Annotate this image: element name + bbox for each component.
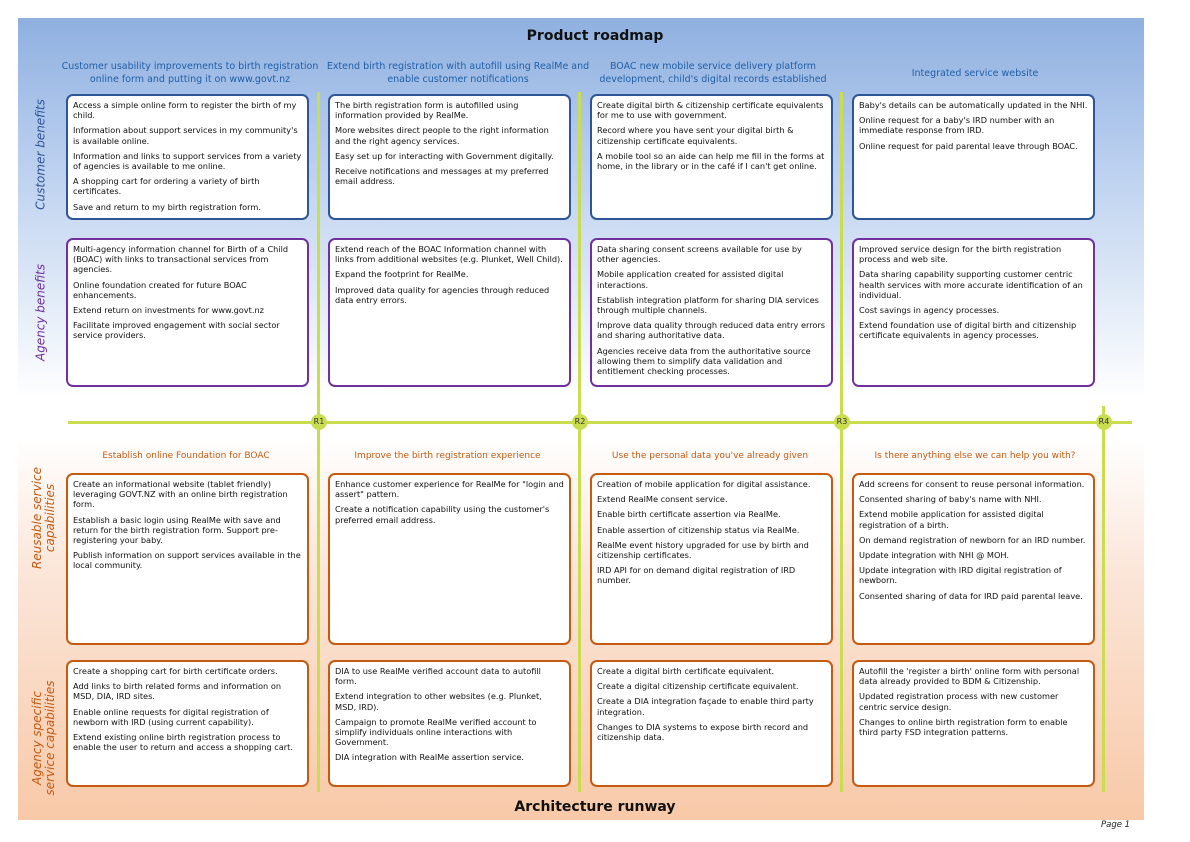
reusable-label-line-1: Reusable service bbox=[30, 466, 44, 570]
box-item: Data sharing capability supporting customer centric health services with more accurate identification of an individual. bbox=[859, 269, 1083, 300]
box-item: Online request for paid parental leave through BOAC. bbox=[859, 140, 1078, 151]
box-item: DIA integration with RealMe assertion service. bbox=[335, 752, 524, 763]
box-item: Add links to birth related forms and information on MSD, DIA, IRD sites. bbox=[73, 681, 282, 702]
phase-header-1: Establish online Foundation for BOAC bbox=[102, 451, 270, 461]
specific-capability-box-2 bbox=[328, 660, 571, 787]
box-item: Autofill the 'register a birth' online form with personal data already provided to BDM & Citizenship. bbox=[859, 666, 1080, 687]
box-item: Cost savings in agency processes. bbox=[859, 305, 1000, 316]
box-item: The birth registration form is autofilled using information provided by RealMe. bbox=[335, 100, 519, 121]
box-item: Create a digital birth certificate equivalent. bbox=[597, 666, 775, 676]
release-marker-r4: R4 bbox=[1096, 414, 1112, 430]
box-item: Save and return to my birth registration form. bbox=[73, 201, 261, 212]
box-item: Create a DIA integration façade to enable third party integration. bbox=[597, 696, 814, 717]
box-item: A mobile tool so an aide can help me fill in the forms at home, in the library or in the café if I can't get online. bbox=[597, 150, 825, 172]
specific-label-line-2: service capabilities bbox=[43, 680, 57, 796]
box-item: Enable assertion of citizenship status via RealMe. bbox=[597, 524, 800, 535]
box-item: Online request for a baby's IRD number with an immediate response from IRD. bbox=[859, 115, 1055, 136]
box-item: Easy set up for interacting with Government digitally. bbox=[335, 150, 554, 161]
box-item: Enhance customer experience for RealMe for "login and assert" pattern. bbox=[335, 479, 564, 500]
box-item: Improved data quality for agencies through reduced data entry errors. bbox=[335, 284, 550, 305]
box-item: Mobile application created for assisted digital interactions. bbox=[597, 269, 784, 290]
column-header-2: Extend birth registration with autofill using RealMe and enable customer notifications bbox=[326, 61, 590, 85]
box-item: Extend reach of the BOAC Information channel with links from additional websites (e.g. Plunket, Well Child). bbox=[335, 244, 563, 265]
row-label-agency-benefits: Agency benefits bbox=[33, 263, 48, 362]
specific-capability-box-3 bbox=[590, 660, 833, 787]
reusable-capability-box-1 bbox=[66, 473, 309, 645]
box-item: Add screens for consent to reuse personal information. bbox=[859, 479, 1085, 489]
timeline-axis bbox=[68, 421, 1132, 424]
box-item: RealMe event history upgraded for use by birth and citizenship certificates. bbox=[597, 539, 809, 561]
box-item: Publish information on support services available in the local community. bbox=[73, 550, 301, 571]
box-item: Improved service design for the birth registration process and web site. bbox=[859, 244, 1062, 265]
row-label-customer-benefits: Customer benefits bbox=[33, 99, 48, 210]
box-item: Online foundation created for future BOAC enhancements. bbox=[73, 279, 247, 300]
release-line-r3 bbox=[840, 92, 843, 792]
box-item: A shopping cart for ordering a variety of birth certificates. bbox=[73, 176, 260, 197]
box-item: Improve data quality through reduced data entry errors and sharing authoritative data. bbox=[597, 320, 826, 341]
box-item: Updated registration process with new customer centric service design. bbox=[859, 691, 1059, 712]
release-marker-r1: R1 bbox=[311, 414, 327, 430]
agency-benefit-box-2 bbox=[328, 238, 571, 387]
specific-capability-box-4 bbox=[852, 660, 1095, 787]
box-item: Consented sharing of baby's name with NHI. bbox=[859, 494, 1042, 505]
box-item: On demand registration of newborn for an IRD number. bbox=[859, 534, 1086, 545]
box-item: Create an informational website (tablet friendly) leveraging GOVT.NZ with an online birth registration form. bbox=[73, 479, 288, 510]
box-item: Agencies receive data from the authoritative source allowing them to simplify data validation and entitlement checking processes. bbox=[597, 345, 811, 377]
box-item: Extend existing online birth registration process to enable the user to return and access a shopping cart. bbox=[73, 732, 293, 753]
row-label-reusable-capabilities bbox=[31, 458, 57, 578]
box-item: Establish integration platform for sharing DIA services through multiple channels. bbox=[597, 294, 819, 316]
box-item: Access a simple online form to register the birth of my child. bbox=[73, 100, 297, 121]
column-header-4: Integrated service website bbox=[911, 68, 1039, 79]
box-item: Creation of mobile application for digital assistance. bbox=[597, 479, 811, 489]
box-item: Extend foundation use of digital birth and citizenship certificate equivalents in agency processes. bbox=[859, 320, 1077, 341]
box-item: Expand the footprint for RealMe. bbox=[335, 269, 469, 280]
box-item: DIA to use RealMe verified account data to autofill form. bbox=[335, 666, 541, 687]
release-line-r4 bbox=[1102, 406, 1105, 792]
phase-header-4: Is there anything else we can help you with? bbox=[874, 451, 1076, 461]
column-header-1: Customer usability improvements to birth registration online form and putting it on www.govt.nz bbox=[61, 61, 319, 85]
release-line-r1 bbox=[317, 92, 320, 792]
customer-benefit-box-1 bbox=[66, 94, 309, 220]
customer-benefit-box-2 bbox=[328, 94, 571, 220]
box-item: Update integration with IRD digital registration of newborn. bbox=[859, 565, 1062, 586]
box-item: Extend return on investments for www.govt.nz bbox=[73, 305, 264, 316]
box-item: Enable birth certificate assertion via RealMe. bbox=[597, 509, 781, 520]
box-item: Data sharing consent screens available for use by other agencies. bbox=[597, 244, 802, 265]
customer-benefit-box-4 bbox=[852, 94, 1095, 220]
box-item: Information and links to support services from a variety of agencies is available to me online. bbox=[73, 150, 302, 172]
box-item: Baby's details can be automatically updated in the NHI. bbox=[859, 100, 1088, 110]
box-item: Create a digital citizenship certificate equivalent. bbox=[597, 681, 799, 692]
phase-header-2: Improve the birth registration experience bbox=[354, 451, 541, 461]
box-item: Consented sharing of data for IRD paid parental leave. bbox=[859, 590, 1083, 601]
phase-header-3: Use the personal data you've already given bbox=[611, 451, 809, 461]
box-item: Information about support services in my community's is available online. bbox=[73, 125, 298, 146]
agency-benefit-box-3 bbox=[590, 238, 833, 387]
architecture-runway-title: Architecture runway bbox=[514, 799, 676, 815]
row-label-specific-capabilities bbox=[31, 668, 57, 808]
reusable-capability-box-4 bbox=[852, 473, 1095, 645]
box-item: Extend mobile application for assisted digital registration of a birth. bbox=[859, 509, 1044, 530]
specific-capability-box-1 bbox=[66, 660, 309, 787]
release-marker-r2: R2 bbox=[572, 414, 588, 430]
release-marker-r3: R3 bbox=[834, 414, 850, 430]
box-item: Create a notification capability using the customer's preferred email address. bbox=[335, 504, 550, 525]
box-item: Receive notifications and messages at my preferred email address. bbox=[335, 166, 549, 187]
reusable-label-line-2: capabilities bbox=[43, 483, 57, 553]
reusable-capability-box-2 bbox=[328, 473, 571, 645]
box-item: Create a shopping cart for birth certificate orders. bbox=[73, 666, 278, 676]
box-item: Record where you have sent your digital birth & citizenship certificate equivalents. bbox=[597, 125, 794, 146]
box-item: Changes to online birth registration form to enable third party FSD integration patterns. bbox=[859, 716, 1068, 738]
agency-benefit-box-4 bbox=[852, 238, 1095, 387]
customer-benefit-box-3 bbox=[590, 94, 833, 220]
box-item: Changes to DIA systems to expose birth record and citizenship data. bbox=[597, 721, 809, 743]
box-item: Establish a basic login using RealMe with save and return for the birth registration form. Support pre-registering your baby. bbox=[73, 514, 281, 546]
page-number: Page 1 bbox=[1101, 820, 1131, 830]
page-title: Product roadmap bbox=[526, 28, 664, 44]
box-item: Campaign to promote RealMe verified account to simplify individuals online interactions with Government. bbox=[335, 716, 537, 748]
box-item: More websites direct people to the right information and the right agency services. bbox=[335, 125, 549, 146]
box-item: Create digital birth & citizenship certificate equivalents for me to use with government. bbox=[597, 100, 824, 121]
release-line-r2 bbox=[578, 92, 581, 792]
agency-benefit-box-1 bbox=[66, 238, 309, 387]
box-item: Multi-agency information channel for Birth of a Child (BOAC) with links to transactional services from agencies. bbox=[73, 244, 289, 275]
box-item: Extend integration to other websites (e.g. Plunket, MSD, IRD). bbox=[335, 691, 542, 712]
box-item: Update integration with NHI @ MOH. bbox=[859, 550, 1010, 561]
reusable-capability-box-3 bbox=[590, 473, 833, 645]
box-item: IRD API for on demand digital registration of IRD number. bbox=[597, 565, 796, 586]
column-header-3: BOAC new mobile service delivery platform development, child's digital records established bbox=[599, 61, 827, 85]
specific-label-line-1: Agency specific bbox=[30, 691, 44, 785]
box-item: Extend RealMe consent service. bbox=[597, 494, 728, 505]
box-item: Facilitate improved engagement with social sector service providers. bbox=[73, 320, 280, 341]
box-item: Enable online requests for digital registration of newborn with IRD (using current capability). bbox=[73, 706, 269, 727]
